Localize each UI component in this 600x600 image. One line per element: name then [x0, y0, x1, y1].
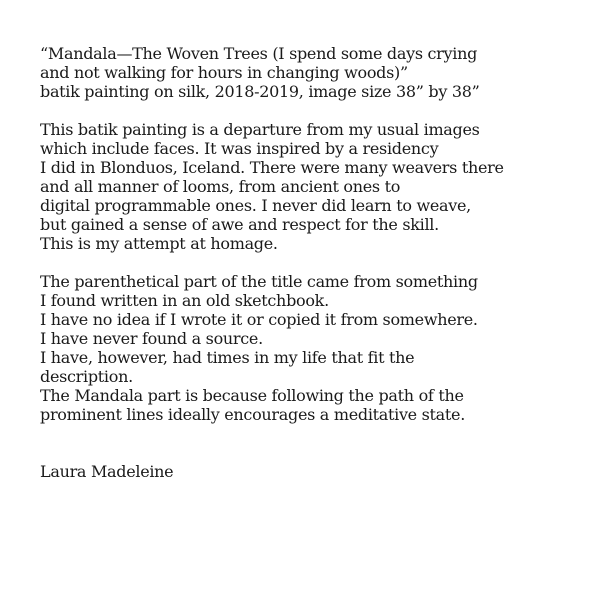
paragraph-line: The Mandala part is because following the path of the — [40, 386, 464, 405]
paragraph-line: I have, however, had times in my life that fit the — [40, 348, 415, 367]
paragraph-line: prominent lines ideally encourages a meditative state. — [40, 405, 466, 424]
artist-signature: Laura Madeleine — [40, 462, 174, 481]
artwork-title-block — [40, 44, 600, 101]
paragraph-line: I found written in an old sketchbook. — [40, 291, 329, 310]
medium-line: batik painting on silk, 2018-2019, image size 38” by 38” — [40, 82, 480, 101]
paragraph-line: This is my attempt at homage. — [40, 234, 278, 253]
paragraph-line: description. — [40, 367, 133, 386]
paragraph-line: The parenthetical part of the title came from something — [40, 272, 478, 291]
title-line: “Mandala—The Woven Trees (I spend some days crying — [40, 44, 478, 63]
artist-statement — [40, 44, 600, 481]
statement-paragraph-1 — [40, 120, 600, 253]
paragraph-line: This batik painting is a departure from my usual images — [40, 120, 480, 139]
paragraph-line: digital programmable ones. I never did learn to weave, — [40, 196, 471, 215]
paragraph-line: which include faces. It was inspired by a residency — [40, 139, 439, 158]
paragraph-line: and all manner of looms, from ancient ones to — [40, 177, 401, 196]
paragraph-line: I did in Blonduos, Iceland. There were many weavers there — [40, 158, 504, 177]
paragraph-line: I have no idea if I wrote it or copied it from somewhere. — [40, 310, 478, 329]
paragraph-line: I have never found a source. — [40, 329, 263, 348]
paragraph-line: but gained a sense of awe and respect for the skill. — [40, 215, 439, 234]
statement-paragraph-2 — [40, 272, 600, 424]
title-line: and not walking for hours in changing woods)” — [40, 63, 408, 82]
